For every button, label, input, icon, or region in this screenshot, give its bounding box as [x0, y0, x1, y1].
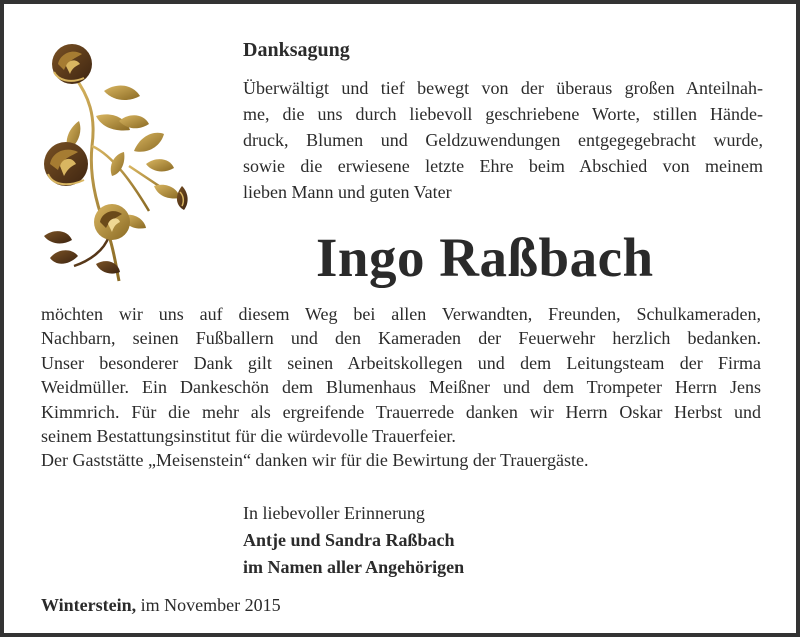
thanks-line: seinem Bestattungsinstitut für die würdevolle Trauerfeier.	[41, 426, 456, 447]
thanks-line: Kimmrich. Für die mehr als ergreifende Trauerrede danken wir Herrn Oskar Herbst und	[41, 401, 761, 422]
signoff-names: Antje und Sandra Raßbach	[243, 530, 455, 550]
intro-line: druck, Blumen und Geldzuwendungen entgegegebracht wurde,	[243, 130, 763, 150]
intro-line: Überwältigt und tief bewegt von der überaus großen Anteilnah-	[243, 78, 763, 98]
intro-line: me, die uns durch liebevoll geschriebene Worte, stillen Hände-	[243, 104, 763, 124]
signoff-family: im Namen aller Angehörigen	[243, 557, 465, 577]
deceased-name: Ingo Raßbach	[316, 227, 654, 288]
signoff-memory: In liebevoller Erinnerung	[243, 503, 425, 523]
thanks-line: Unser besonderer Dank gilt seinen Arbeitskollegen und dem Leitungsteam der Firma	[41, 352, 761, 373]
date: im November 2015	[140, 595, 281, 615]
notice-heading: Danksagung	[243, 39, 350, 61]
thanks-line: Weidmüller. Ein Dankeschön dem Blumenhaus Meißner und dem Trompeter Herrn Jens	[41, 377, 761, 398]
thanks-line: Der Gaststätte „Meisenstein“ danken wir für die Bewirtung der Trauergäste.	[41, 450, 589, 471]
roses-icon	[34, 36, 196, 286]
intro-line: lieben Mann und guten Vater	[243, 182, 452, 202]
place-date	[41, 592, 281, 618]
thanks-line: Nachbarn, seinen Fußballern und den Kameraden der Feuerwehr herzlich bedanken.	[41, 328, 761, 349]
thanks-line: möchten wir uns auf diesem Weg bei allen Verwandten, Freunden, Schulkameraden,	[41, 304, 761, 324]
signoff-block	[243, 500, 464, 581]
place: Winterstein,	[41, 595, 137, 615]
thanks-paragraph	[41, 302, 761, 473]
intro-paragraph	[243, 75, 763, 205]
intro-line: sowie die erwiesene letzte Ehre beim Abschied von meinem	[243, 156, 763, 176]
